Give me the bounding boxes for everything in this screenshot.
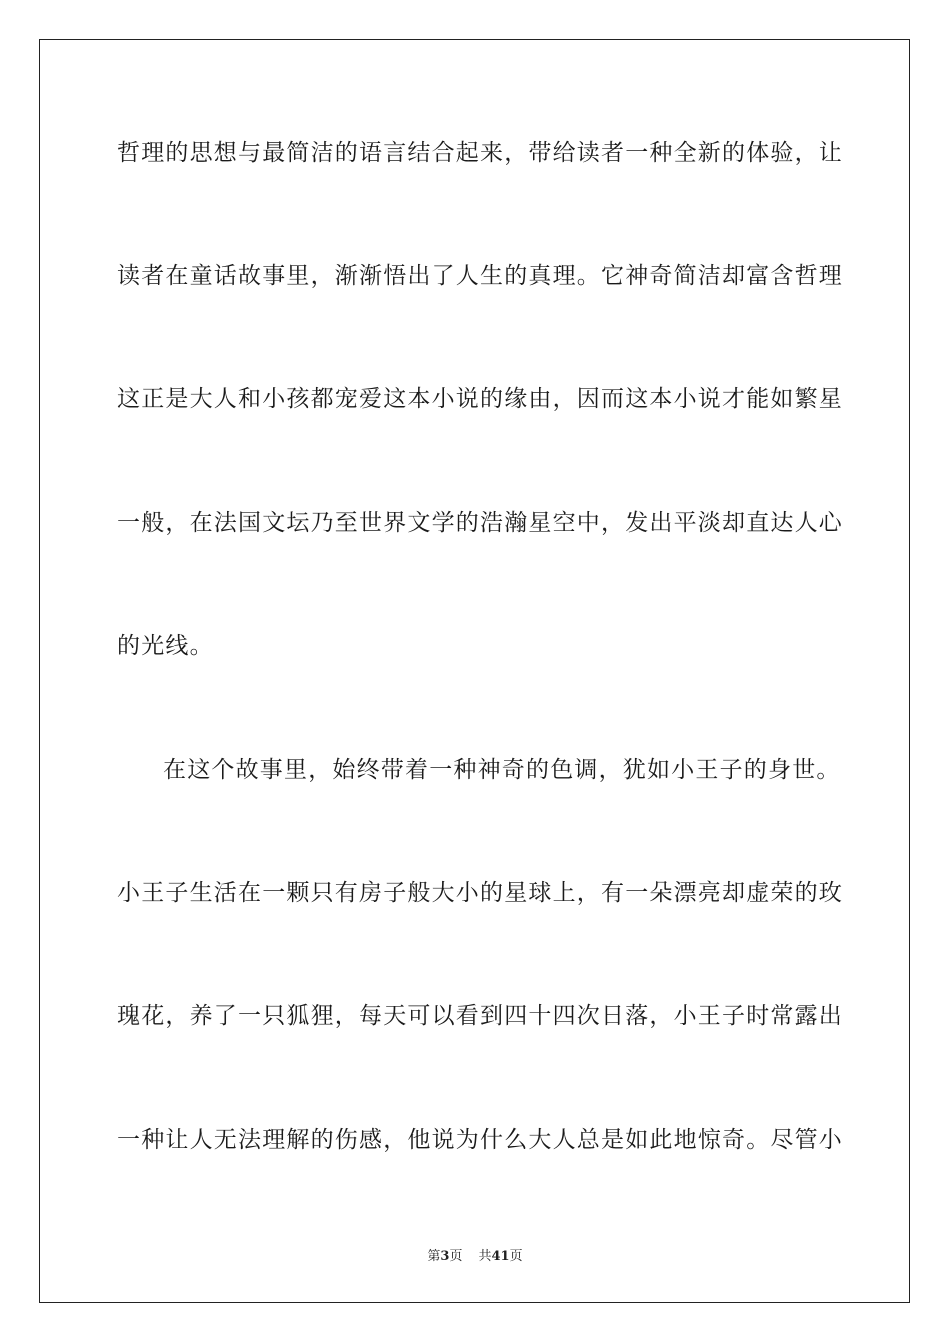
paragraph-line: 读者在童话故事里，渐渐悟出了人生的真理。它神奇简洁却富含哲理 xyxy=(117,263,843,289)
paragraph-line: 一种让人无法理解的伤感，他说为什么大人总是如此地惊奇。尽管小 xyxy=(117,1127,843,1153)
page-suffix: 页 xyxy=(449,1249,463,1264)
paragraph-line: 小王子生活在一颗只有房子般大小的星球上，有一朵漂亮却虚荣的玫 xyxy=(117,880,843,906)
page-footer xyxy=(0,1248,950,1266)
paragraph-line: 的光线。 xyxy=(117,633,214,659)
paragraph-line: 哲理的思想与最简洁的语言结合起来，带给读者一种全新的体验，让 xyxy=(117,140,843,166)
paragraph-line: 一般，在法国文坛乃至世界文学的浩瀚星空中，发出平淡却直达人心 xyxy=(117,510,843,536)
page-border xyxy=(39,39,910,1303)
total-prefix: 共 xyxy=(478,1249,492,1264)
total-pages: 41 xyxy=(491,1249,510,1264)
total-suffix: 页 xyxy=(509,1249,523,1264)
paragraph-line: 这正是大人和小孩都宠爱这本小说的缘由，因而这本小说才能如繁星 xyxy=(117,386,843,412)
paragraph-line-indented: 在这个故事里，始终带着一种神奇的色调，犹如小王子的身世。 xyxy=(163,757,841,783)
page-prefix: 第 xyxy=(427,1249,441,1264)
paragraph-line: 瑰花，养了一只狐狸，每天可以看到四十四次日落，小王子时常露出 xyxy=(117,1003,843,1029)
page-number: 3 xyxy=(440,1249,450,1264)
